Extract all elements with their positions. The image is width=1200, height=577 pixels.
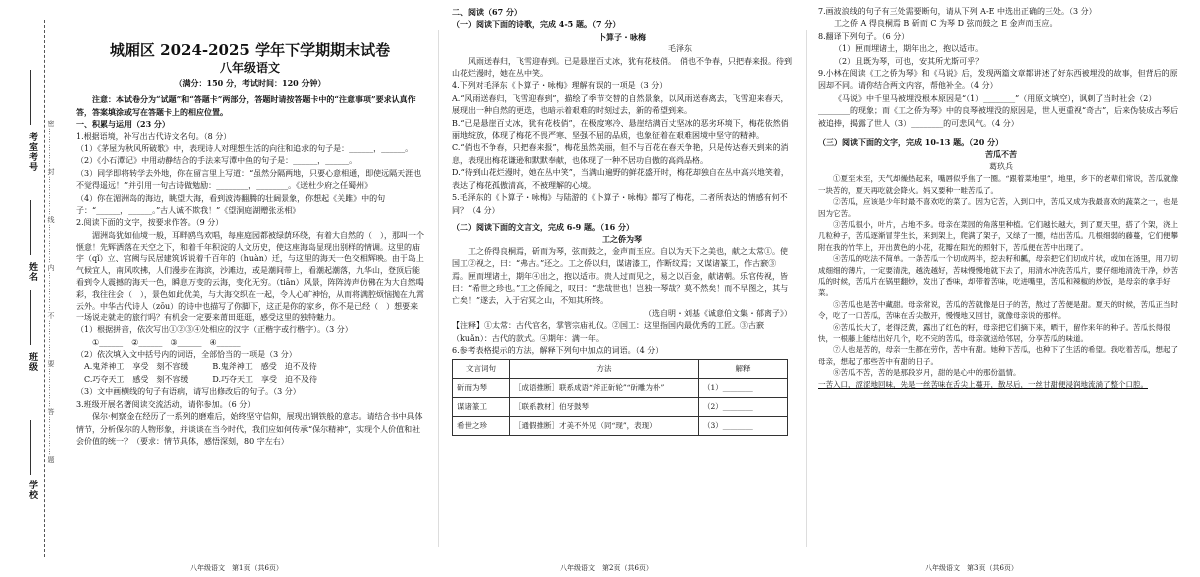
table-header-row: [453, 360, 788, 379]
school-blank: [30, 420, 31, 475]
option-d: D.巧夺天工 享受 迫不及待: [212, 374, 318, 384]
page-3: [818, 6, 1184, 390]
table-cell: （2）________: [699, 398, 788, 417]
question-3: 3.班级开展名著阅读交流活动，请你参加。（6 分）: [76, 399, 256, 409]
table-cell: 斫而为琴: [453, 379, 510, 398]
passage-1: 湄洲岛犹如仙境一般，耳畔鸥鸟欢唱，每座庭园都被绿荫环绕，有着大自然的（ ），那叫一个惬意！先辉洒落在天空之下，和着千年积淀的人文历史，使这座海岛显现出别样的情调。这里的庙宇（qǐ）立、宫阙与民居建筑诉说着千百年的（huàn）迁，与这里的海天一色交相辉映。由于岛上气候宜人，南风吹拂，人们漫步在海滨，沙滩边，或是潮间带上，看潮起潮落，九华山，登顶后能看到令人震撼的海天一色，瞬息万变的云海，变化无穷。（tiān）风景，阵阵涛声仿佛在为大自然喝彩，我往往会（ ），景色如此优美，与大海交织在一起，令人心旷神怡，从而将满腔烦恼抛在九霄云外。中华古代诗人（zōu）的诗中也描写了你脚下，这正是你的家乡，你不是已经（ ）想要来一场说走就走的旅行吗？有机会一定要来莆田逛逛，感受这里的独特魅力。: [76, 230, 424, 323]
question-6: 6.参考表格提示的方法，解释下列句中加点的词语。（4 分）: [452, 345, 664, 355]
page-divider: [438, 30, 439, 547]
page-1-footer: 八年级语文 第1页（共6页）: [190, 564, 283, 572]
question-2-3: （3）文中画横线的句子有语病，请写出修改后的句子。（3 分）: [76, 387, 301, 397]
section-2-heading: 二、阅读（67 分）: [452, 7, 522, 17]
question-2: 2.阅读下面的文字，按要求作答。（9 分）: [76, 218, 224, 228]
table-cell: ［成语推断］联系成语“斧正斫轮”“斫雕为朴”: [510, 379, 699, 398]
table-cell: 希世之珍: [453, 417, 510, 436]
essay-paragraph: ⑦人也是苦的，母亲一生都在劳作，苦中有甜。她种下苦瓜，也种下了生活的希望。我吃着苦瓜，想起了母亲，想起了那些苦中有甜的日子。: [818, 345, 1178, 366]
essay-title: 苦瓜不苦: [985, 149, 1017, 160]
section-1-heading: 一、积累与运用（23 分）: [76, 119, 170, 130]
question-4-b: B.“已是悬崖百丈冰，犹有花枝俏”，在极度寒冷、悬崖结满百丈坚冰的恶劣环境下，梅花依然俏丽地绽放，体现了梅花不畏严寒、坚强不屈的品质，也象征着在艰难困境中坚守的精神。: [452, 118, 789, 141]
question-3-text: 保尔·柯察金在经历了一系列的磨难后，始终坚守信仰，展现出钢铁般的意志。请结合书中具体情节，分析保尔的人物形象，并谈谈在当今时代，我们应如何传承“保尔精神”，实现个人价值和社会价值的统一？（要求：情节具体，感悟深刻，80 字左右）: [76, 412, 423, 446]
classic-title: 工之侨为琴: [602, 234, 642, 245]
question-1-3: （3）同学即将转学去外地，你在留言里上写道：“虽然分隔两地，只要心意相通，即使远隔天涯也不觉得遥远！”并引用一句古诗做勉励：________，________。《送杜少府之任蜀州》: [76, 168, 422, 191]
question-1-4: （4）你在湄洲岛的海边，眺望大海，看到波涛翻腾的壮阔景象，你想起《关雎》中的句子：“______，______。”古人诚不欺我！”《望洞庭湖赠张丞相》: [76, 193, 386, 216]
essay-paragraph: ⑧苦瓜不苦，苦的是那段岁月，甜的是心中的那份温情。: [833, 368, 1021, 378]
part-1-heading: （一）阅读下面的诗歌，完成 4-5 题。（7 分）: [452, 19, 621, 30]
page-3-footer: 八年级语文 第3页（共6页）: [925, 564, 1018, 572]
table-cell: ［通假推断］才美不外见（同“现”，表现）: [510, 417, 699, 436]
table-row: [453, 398, 788, 417]
exam-no-label: 考室考号: [27, 132, 37, 172]
question-9: 9.小林在阅读《工之侨为琴》和《马说》后，发现两篇文章都讲述了好东西被埋没的故事，但背后的原因却不同。请你结合两文内容，帮他补全。（4 分）: [818, 69, 1178, 91]
poem-title: 卜算子・咏梅: [598, 31, 646, 42]
question-8-1: （1）匣而埋诸土，期年出之，抱以适市。: [834, 44, 984, 54]
class-label: 班级: [27, 352, 37, 372]
part-2-heading: （二）阅读下面的文言文，完成 6-9 题。（16 分）: [452, 221, 634, 232]
question-4-a: A.“风雨送春归，飞雪迎春到”，描绘了季节交替的自然景象，以风雨送春离去，飞雪迎来春天，展现出一种自然的更迭，也暗示着艰难的时刻过去，新的希望到来。: [452, 93, 789, 116]
essay-author: 葛玖兵: [989, 161, 1013, 171]
school-label: 学校: [27, 480, 37, 500]
notice: 注意：本试卷分为“试题”和“答题卡”两部分，答题时请按答题卡中的“注意事项”要求认真作答，答案填涂或写在答题卡上的相应位置。: [76, 94, 416, 117]
page-1: [76, 6, 424, 448]
table-header-cell: 解释: [699, 360, 788, 379]
question-4: 4.下列对毛泽东《卜算子・咏梅》理解有误的一项是（3 分）: [452, 81, 668, 91]
option-c: C.巧夺天工 感受 刻不容缓: [84, 374, 189, 384]
essay-underlined-sentence: 一苦入口，涩涩地回味，先是一丝苦味在舌尖上蔓开，散尽后，一丝甘甜便浸润地流淌了整个口腔。: [818, 379, 1148, 389]
question-6-table: [452, 359, 788, 436]
question-1-1: （1）《茅屋为秋风所破歌》中，表现诗人对理想生活的向往和追求的句子是：______，______。: [76, 144, 414, 154]
name-label: 姓名: [27, 262, 37, 282]
exam-no-blank: [30, 70, 31, 125]
seal-line: [44, 20, 45, 557]
option-b: B.鬼斧神工 感受 迫不及待: [212, 362, 317, 372]
option-a: A.鬼斧神工 享受 刻不容缓: [84, 362, 189, 372]
question-2-1-blanks: ①______ ②______ ③______ ④______: [92, 337, 241, 347]
essay-paragraph: ⑥苦瓜长大了，老得泛黄，露出了红色的籽，母亲把它们摘下来，晒干，留作来年的种子。苦瓜长得很快，一根藤上能结出好几个，吃不完的苦瓜，母亲就送给邻居，分享苦瓜的味道。: [818, 322, 1171, 343]
part-3-heading: （三）阅读下面的文字，完成 10-13 题。（20 分）: [818, 137, 1004, 148]
question-2-2: （2）依次填入文中括号内的词语，全部恰当的一项是（3 分）: [76, 350, 297, 360]
exam-subtitle: 八年级语文: [219, 61, 280, 75]
essay-paragraph: ①夏至未至，天气却燥热起来，嘴唇似乎焦了一圈。“跟着菜地里”，地里，乡下的老辈们常说，苦瓜就像一块苦的，夏天再吃就会降火。妈又要种一畦苦瓜了。: [818, 174, 1179, 195]
table-row: [453, 417, 788, 436]
seal-line-text: 密……………封……………线……………内……………不……………要……………答……………题: [47, 120, 55, 464]
question-8: 8.翻译下列句子。（6 分）: [818, 31, 910, 41]
page-2: [452, 6, 792, 436]
table-cell: ［联系教材］伯牙鼓琴: [510, 398, 699, 417]
table-cell: 谋诸篆工: [453, 398, 510, 417]
question-9-text: 《马说》中千里马被埋没根本原因是“（1）________”（用原文填空），讽刺了当时社会（2）________的现象；而《工之侨为琴》中的良琴被埋没的原因是，世人更重视“奇古”，后来伪装成古琴后被追捧，揭露了世人（3）________的可悲风气。（4 分）: [818, 93, 1179, 128]
table-row: [453, 379, 788, 398]
exam-title: 城厢区 2024-2025 学年下学期期末试卷: [109, 41, 391, 59]
poem-text: 风雨送春归，飞雪迎春到。已是悬崖百丈冰，犹有花枝俏。 俏也不争春，只把春来报。待到山花烂漫时，她在丛中笑。: [452, 56, 792, 79]
name-blank: [30, 200, 31, 255]
essay-paragraph: ③苦瓜很小，叶片，占地不多。母亲在菜园的角落里种植。它们越长越大，到了夏天里，搭了个架，浇上几粒种子，苦瓜逐渐冒芽生长，来到架上，爬满了架子，又绿了一圈，结出苦瓜。几根细弱的藤蔓，它们便攀附在我的竹竿上，开出黄色的小花，花瓣在阳光的照射下，苦瓜便在苦中出现了。: [818, 219, 1178, 252]
table-header-cell: 方法: [510, 360, 699, 379]
question-2-1: （1）根据拼音，依次写出①②③④处相应的汉字（正楷字或行楷字）。（3 分）: [76, 325, 353, 335]
binding-strip: [0, 0, 58, 577]
question-8-2: （2）且既为琴，可也，安其所尤斯可乎？: [834, 56, 984, 66]
essay-paragraph: ④苦瓜的吃法不简单。一条苦瓜一个切成两半，挖去籽和瓤，母亲把它们切成片状，或加在汤里，用刀切成细细的薄片，一定要清洗，越洗越好，苦味慢慢地就下去了，用清水冲洗苦瓜片，要仔细地清洗干净，炒苦瓜的时候，苦瓜片在锅里翻炒，发出了香味，却带着苦味，吃进嘴里，苦瓜和辣椒的炒饭，是母亲的拿手好菜。: [818, 254, 1178, 298]
page-2-footer: 八年级语文 第2页（共6页）: [560, 564, 653, 572]
essay-paragraph: ②苦瓜，应该是少年时最不喜欢吃的菜了。因为它苦，入到口中，苦瓜又成为我最喜欢的蔬菜之一，也是因为它苦。: [818, 197, 1178, 218]
question-7-text: 工之侨 A 得良桐焉 B 斫而 C 为琴 D 弦而鼓之 E 金声而玉应。: [834, 19, 1058, 29]
question-4-d: D.“待到山花烂漫时，她在丛中笑”，当满山遍野的鲜花盛开时，梅花却独自在丛中高兴地笑着，表达了梅花孤傲清高，不被理解的心境。: [452, 168, 789, 190]
class-blank: [30, 290, 31, 345]
table-cell: （1）________: [699, 379, 788, 398]
essay-paragraph: ⑤苦瓜也是苦中藏甜。母亲常说，苦瓜的苦就像是日子的苦，熬过了苦便是甜。夏天的时候，苦瓜正当时令，吃了一口苦瓜，苦味在舌尖散开，慢慢地又回甘，就像母亲说的那样。: [818, 299, 1178, 321]
classic-notes: 【注释】①太常：古代官名，掌管宗庙礼仪。②国工：这里指国内最优秀的工匠。③古窾（kuǎn）：古代的款式。④期年：满一年。: [452, 321, 764, 343]
score-time: （满分：150 分，考试时间：120 分钟）: [174, 78, 326, 88]
page-divider: [806, 30, 807, 547]
poem-author: 毛泽东: [668, 44, 692, 54]
question-7: 7.画波浪线的句子有三处需要断句，请从下列 A-E 中选出正确的三处。（3 分）: [818, 7, 1097, 16]
question-4-c: C.“俏也不争春，只把春来报”，梅花虽然美丽，但不与百花在春天争艳，只是传达春天到来的消息，表现出梅花谦逊和默默奉献，也体现了一种不居功自傲的高尚品格。: [452, 143, 789, 165]
classic-text: 工之侨得良桐焉，斫而为琴，弦而鼓之，金声而玉应。自以为天下之美也，献之太常①。使国工②视之，曰：“弗古。”还之。工之侨以归，谋诸漆工，作断纹焉；又谋诸篆工，作古窾③焉。匣而埋诸土，期年④出之，抱以适市。贵人过而见之，易之以百金，献诸朝。乐官传视，皆曰：“希世之珍也。”工之侨闻之，叹曰：“悲哉世也！岂独一琴哉？莫不然矣！而不早图之，其与亡矣！”遂去，入于宕冥之山，不知其所终。: [452, 246, 789, 306]
table-header-cell: 文言词句: [453, 360, 510, 379]
question-5: 5.毛泽东的《卜算子・咏梅》与陆游的《卜算子・咏梅》都写了梅花，二者所表达的情感有何不同？（4 分）: [452, 193, 788, 215]
table-cell: （3）________: [699, 417, 788, 436]
classic-source: （选自明・刘基《诚意伯文集・郁离子》）: [644, 308, 792, 318]
question-1-2: （2）《小石潭记》中用动静结合的手法来写潭中鱼的句子是：______，______。: [76, 156, 358, 166]
question-1: 1.根据语境，补写出古代诗文名句。（8 分）: [76, 131, 232, 141]
